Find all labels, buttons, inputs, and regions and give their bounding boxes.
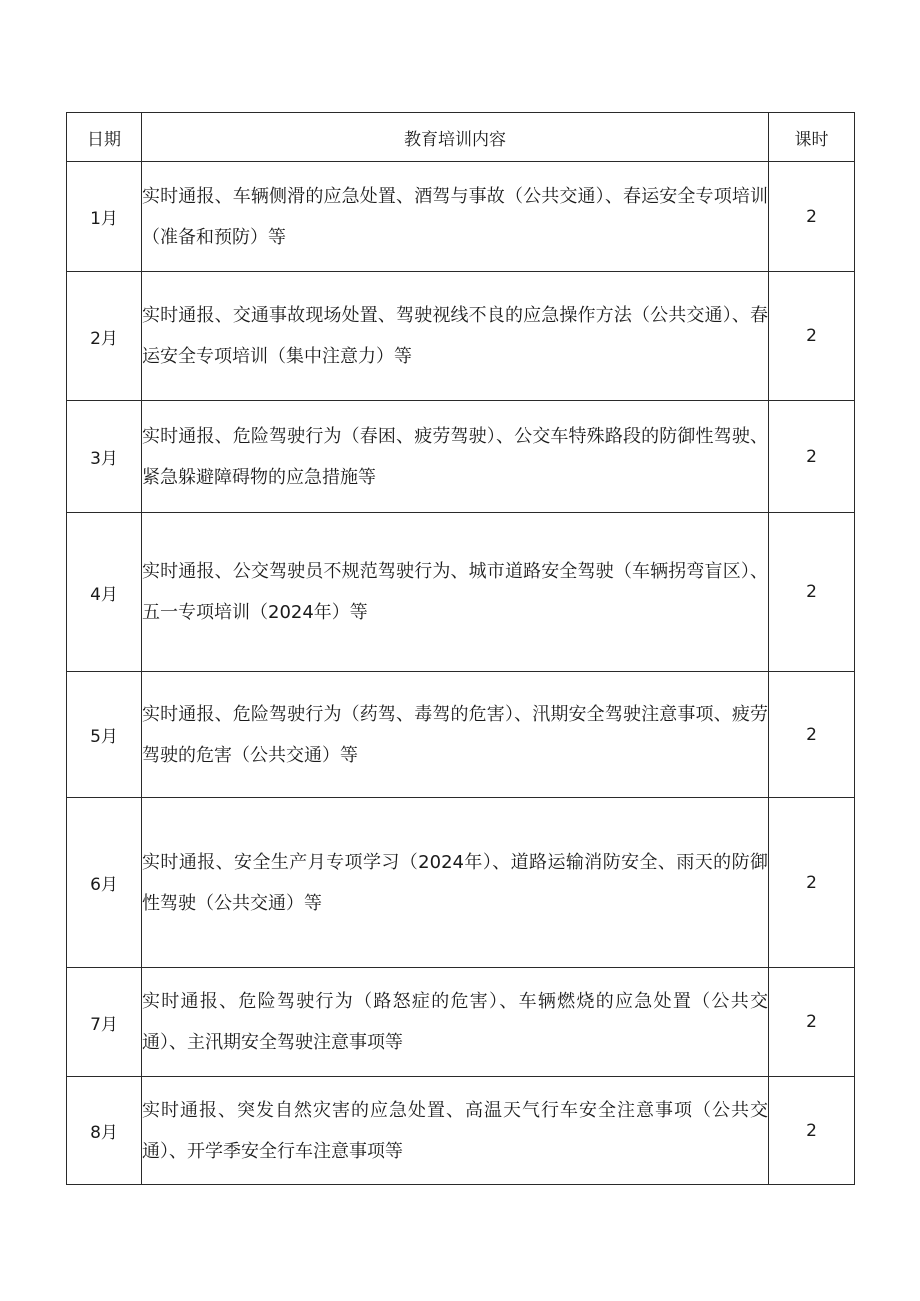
row-content: 实时通报、交通事故现场处置、驾驶视线不良的应急操作方法（公共交通）、春运安全专项培训（集中注意力）等 xyxy=(142,272,769,401)
row-month: 1月 xyxy=(67,162,142,272)
row-content: 实时通报、公交驾驶员不规范驾驶行为、城市道路安全驾驶（车辆拐弯盲区）、五一专项培训（2024年）等 xyxy=(142,513,769,672)
training-schedule-table xyxy=(66,112,855,1185)
table-row xyxy=(67,1077,855,1185)
row-hours: 2 xyxy=(769,968,855,1077)
row-content: 实时通报、安全生产月专项学习（2024年）、道路运输消防安全、雨天的防御性驾驶（公共交通）等 xyxy=(142,798,769,968)
row-hours: 2 xyxy=(769,272,855,401)
table-row xyxy=(67,968,855,1077)
row-hours: 2 xyxy=(769,1077,855,1185)
row-content: 实时通报、危险驾驶行为（春困、疲劳驾驶）、公交车特殊路段的防御性驾驶、紧急躲避障碍物的应急措施等 xyxy=(142,401,769,513)
table-row xyxy=(67,162,855,272)
row-month: 5月 xyxy=(67,672,142,798)
row-content: 实时通报、危险驾驶行为（路怒症的危害）、车辆燃烧的应急处置（公共交通）、主汛期安全驾驶注意事项等 xyxy=(142,968,769,1077)
table-row xyxy=(67,672,855,798)
row-content: 实时通报、危险驾驶行为（药驾、毒驾的危害）、汛期安全驾驶注意事项、疲劳驾驶的危害（公共交通）等 xyxy=(142,672,769,798)
row-month: 4月 xyxy=(67,513,142,672)
row-month: 7月 xyxy=(67,968,142,1077)
row-hours: 2 xyxy=(769,513,855,672)
row-hours: 2 xyxy=(769,162,855,272)
row-month: 6月 xyxy=(67,798,142,968)
row-month: 8月 xyxy=(67,1077,142,1185)
table-row xyxy=(67,401,855,513)
row-hours: 2 xyxy=(769,401,855,513)
table-header-row xyxy=(67,113,855,162)
header-content: 教育培训内容 xyxy=(142,113,769,162)
row-content: 实时通报、车辆侧滑的应急处置、酒驾与事故（公共交通）、春运安全专项培训（准备和预防）等 xyxy=(142,162,769,272)
row-content: 实时通报、突发自然灾害的应急处置、高温天气行车安全注意事项（公共交通）、开学季安全行车注意事项等 xyxy=(142,1077,769,1185)
row-hours: 2 xyxy=(769,798,855,968)
row-month: 3月 xyxy=(67,401,142,513)
row-hours: 2 xyxy=(769,672,855,798)
table-row xyxy=(67,272,855,401)
row-month: 2月 xyxy=(67,272,142,401)
table-row xyxy=(67,513,855,672)
header-hours: 课时 xyxy=(769,113,855,162)
header-date: 日期 xyxy=(67,113,142,162)
table-row xyxy=(67,798,855,968)
